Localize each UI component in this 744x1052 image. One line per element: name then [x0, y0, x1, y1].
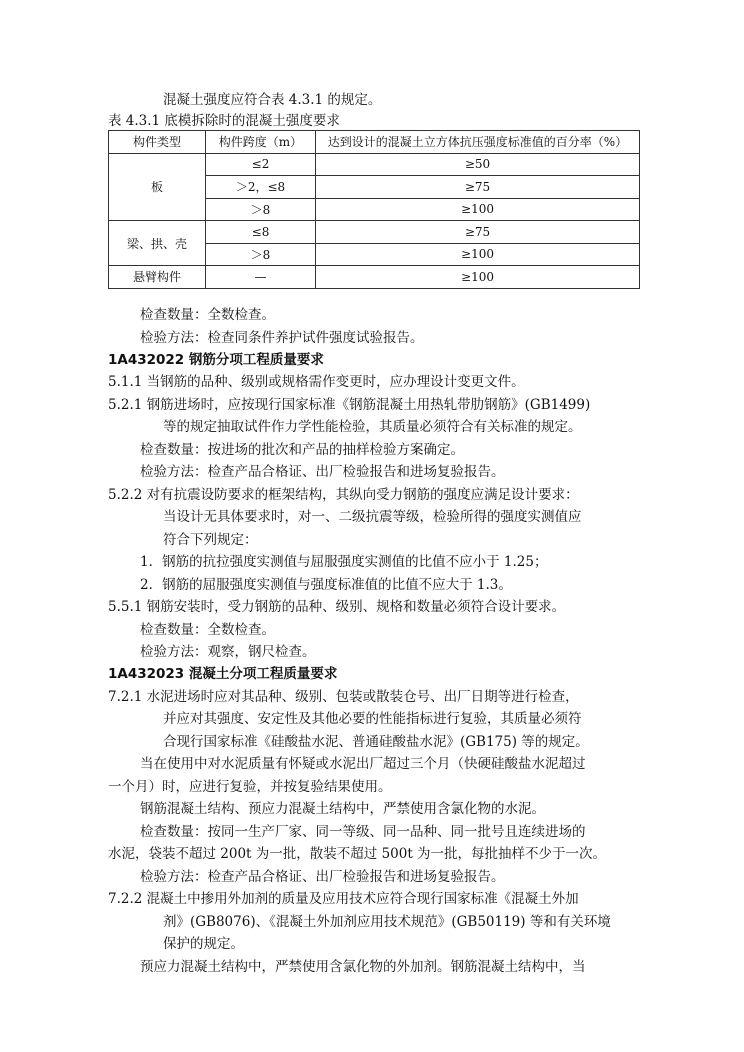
paragraph-line: 7.2.1 水泥进场时应对其品种、级别、包装或散装仓号、出厂日期等进行检查， — [108, 689, 579, 705]
table-cell-percent: ≥100 — [316, 243, 640, 266]
table-cell-type: 悬臂构件 — [109, 266, 206, 289]
paragraph-line: 5.2.2 对有抗震设防要求的框架结构，其纵向受力钢筋的强度应满足设计要求： — [108, 487, 579, 503]
table-cell-span: ≤2 — [206, 153, 316, 176]
section-heading: 1A432022 钢筋分项工程质量要求 — [108, 352, 324, 368]
table-cell-span: ＞8 — [206, 198, 316, 221]
table-header-row — [109, 131, 640, 154]
paragraph-line: 预应力混凝土结构中，严禁使用含氯化物的外加剂。钢筋混凝土结构中，当 — [140, 959, 586, 975]
intro-text: 混凝土强度应符合表 4.3.1 的规定。 — [163, 92, 382, 108]
paragraph-line: 符合下列规定： — [163, 532, 258, 548]
paragraph-line: 检查数量：全数检查。 — [140, 307, 275, 323]
paragraph-line: 钢筋混凝土结构、预应力混凝土结构中，严禁使用含氯化物的水泥。 — [140, 801, 545, 817]
table-cell-percent: ≥75 — [316, 176, 640, 199]
list-item: 2．钢筋的屈服强度实测值与强度标准值的比值不应大于 1.3。 — [140, 577, 512, 593]
table-header: 构件类型 — [109, 131, 206, 154]
paragraph-line: 水泥，袋装不超过 200t 为一批，散装不超过 500t 为一批，每批抽样不少于一次。 — [108, 846, 607, 862]
table-cell-type: 梁、拱、壳 — [109, 221, 206, 266]
paragraph-line: 检验方法：检查产品合格证、出厂检验报告和进场复验报告。 — [140, 869, 505, 885]
table-cell-span: ＞2，≤8 — [206, 176, 316, 199]
table-row — [109, 221, 640, 244]
paragraph-line: 5.2.1 钢筋进场时，应按现行国家标准《钢筋混凝土用热轧带肋钢筋》(GB1499) — [108, 397, 591, 413]
table-cell-percent: ≥75 — [316, 221, 640, 244]
table-caption: 表 4.3.1 底模拆除时的混凝土强度要求 — [108, 113, 340, 129]
table-cell-span: — — [206, 266, 316, 289]
table-header: 构件跨度（m） — [206, 131, 316, 154]
table-cell-span: ≤8 — [206, 221, 316, 244]
table-cell-type: 板 — [109, 153, 206, 221]
paragraph-line: 检验方法：观察，钢尺检查。 — [140, 644, 316, 660]
paragraph-line: 合现行国家标准《硅酸盐水泥、普通硅酸盐水泥》(GB175) 等的规定。 — [163, 734, 589, 750]
paragraph-line: 剂》(GB8076)、《混凝土外加剂应用技术规范》(GB50119) 等和有关环境 — [163, 914, 611, 930]
paragraph-line: 当设计无具体要求时，对一、二级抗震等级，检验所得的强度实测值应 — [163, 509, 582, 525]
paragraph-line: 检验方法：检查同条件养护试件强度试验报告。 — [140, 330, 424, 346]
paragraph-line: 检查数量：按同一生产厂家、同一等级、同一品种、同一批号且连续进场的 — [140, 824, 586, 840]
paragraph-line: 当在使用中对水泥质量有怀疑或水泥出厂超过三个月（快硬硅酸盐水泥超过 — [140, 756, 586, 772]
table-cell-percent: ≥50 — [316, 153, 640, 176]
paragraph-line: 5.1.1 当钢筋的品种、级别或规格需作变更时，应办理设计变更文件。 — [108, 374, 525, 390]
strength-table — [108, 130, 640, 289]
paragraph-line: 保护的规定。 — [163, 936, 244, 952]
paragraph-line: 等的规定抽取试件作力学性能检验，其质量必须符合有关标准的规定。 — [163, 419, 582, 435]
section-heading: 1A432023 混凝土分项工程质量要求 — [108, 666, 338, 682]
paragraph-line: 7.2.2 混凝土中掺用外加剂的质量及应用技术应符合现行国家标准《混凝土外加 — [108, 891, 579, 907]
paragraph-line: 5.5.1 钢筋安装时，受力钢筋的品种、级别、规格和数量必须符合设计要求。 — [108, 599, 566, 615]
table-cell-percent: ≥100 — [316, 198, 640, 221]
list-item: 1．钢筋的抗拉强度实测值与屈服强度实测值的比值不应小于 1.25； — [140, 554, 548, 570]
table-row — [109, 153, 640, 176]
paragraph-line: 一个月）时，应进行复验，并按复验结果使用。 — [108, 779, 392, 795]
table-cell-span: ＞8 — [206, 243, 316, 266]
table-header: 达到设计的混凝土立方体抗压强度标准值的百分率（%） — [316, 131, 640, 154]
paragraph-line: 检验方法：检查产品合格证、出厂检验报告和进场复验报告。 — [140, 464, 505, 480]
paragraph-line: 检查数量：全数检查。 — [140, 622, 275, 638]
table-cell-percent: ≥100 — [316, 266, 640, 289]
table-row — [109, 266, 640, 289]
paragraph-line: 检查数量：按进场的批次和产品的抽样检验方案确定。 — [140, 442, 464, 458]
paragraph-line: 并应对其强度、安定性及其他必要的性能指标进行复验，其质量必须符 — [163, 711, 582, 727]
